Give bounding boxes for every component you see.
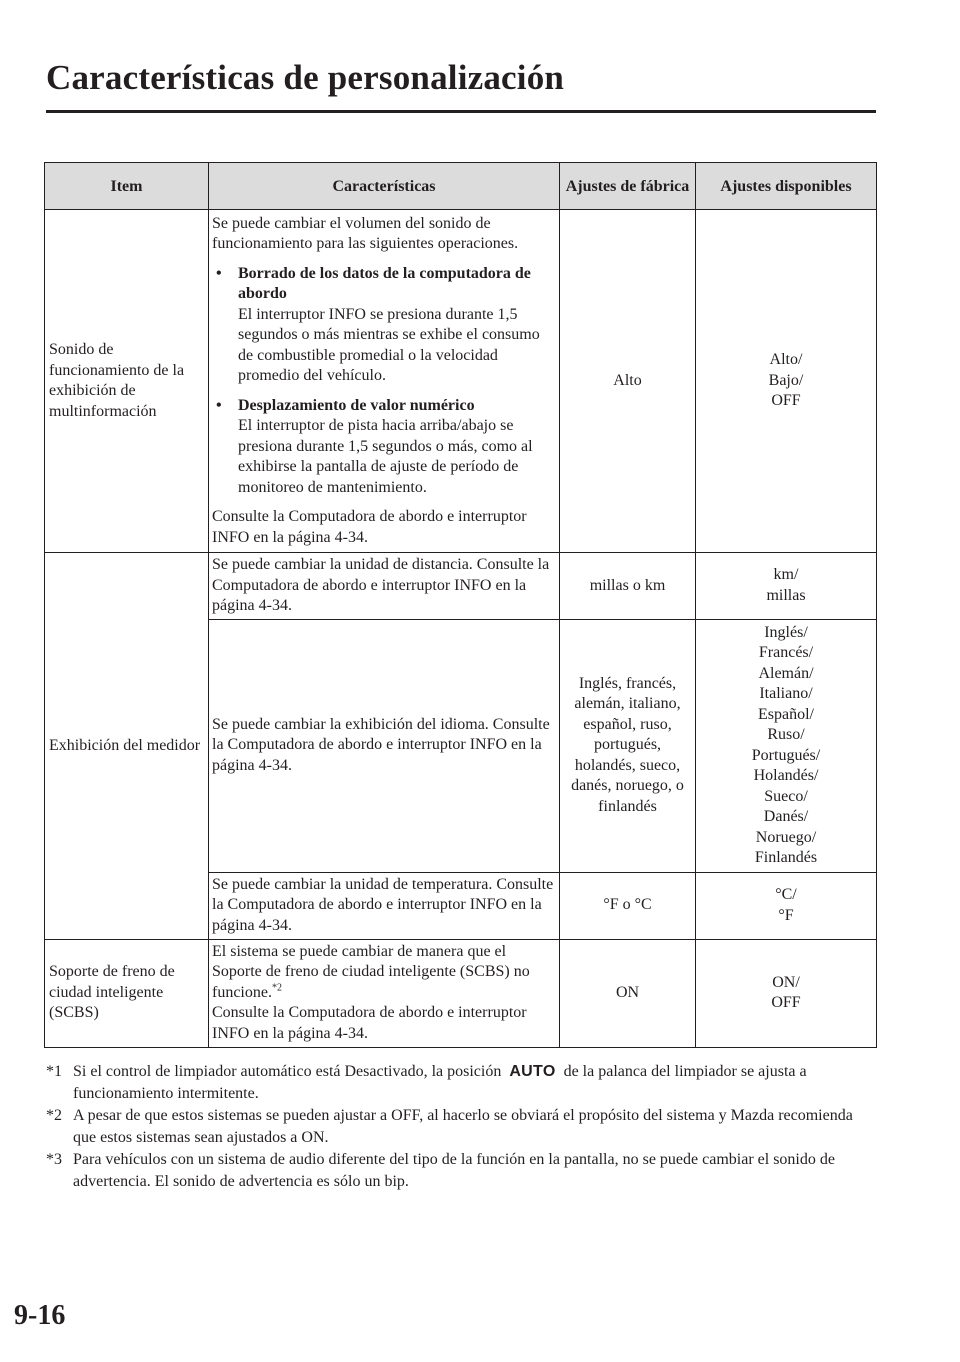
available-option: Portugués/ <box>751 746 821 764</box>
footnote <box>46 1105 876 1149</box>
factory-setting-cell: °F o °C <box>560 872 696 939</box>
page-reference: Consulte la Computadora de abordo e interruptor INFO en la página 4-34. <box>212 508 527 546</box>
bullet-title: Desplazamiento de valor numérico <box>238 396 475 414</box>
factory-line: Inglés, francés, <box>578 674 677 692</box>
footnote-text: de la palanca del limpiador se ajusta a funcionamiento intermitente. <box>73 1063 807 1102</box>
features-cell: Se puede cambiar la unidad de distancia. Consulte la Computadora de abordo e interruptor INFO en la página 4-34. <box>209 553 560 620</box>
available-option: millas <box>766 586 806 604</box>
available-option: Noruego/ <box>755 828 817 846</box>
factory-line: danés, noruego, o <box>571 777 684 795</box>
available-option: Italiano/ <box>759 685 813 702</box>
table-row <box>45 939 877 1047</box>
page-title: Características de personalización <box>46 58 565 97</box>
available-option: Inglés/ <box>764 623 808 641</box>
bullet-item <box>212 264 555 387</box>
available-option: Holandés/ <box>753 767 819 784</box>
features-cell: Se puede cambiar la unidad de temperatura. Consulte la Computadora de abordo e interruptor INFO en la página 4-34. <box>209 872 560 939</box>
bullet-title: Borrado de los datos de la computadora de abordo <box>238 264 531 303</box>
features-cell <box>209 939 560 1047</box>
bullet-text: El interruptor de pista hacia arriba/abajo se presiona durante 1,5 segundos o más, como al exhibirse la pantalla de ajuste de período de monitoreo de mantenimiento. <box>238 417 533 496</box>
features-cell: Se puede cambiar la exhibición del idioma. Consulte la Computadora de abordo e interruptor INFO en la página 4-34. <box>209 619 560 872</box>
available-settings-cell <box>696 553 877 620</box>
available-option: Ruso/ <box>767 726 805 743</box>
page-reference: Consulte la Computadora de abordo e interruptor INFO en la página 4-34. <box>212 1004 527 1042</box>
available-option: Alemán/ <box>758 664 814 682</box>
footnote-text: Si el control de limpiador automático está Desactivado, la posición <box>73 1063 502 1080</box>
auto-wiper-icon: AUTO <box>509 1063 556 1080</box>
table-row <box>45 553 877 620</box>
available-settings-cell <box>696 939 877 1047</box>
features-cell <box>209 210 560 553</box>
footnote-text: Para vehículos con un sistema de audio diferente del tipo de la función en la pantalla, no se puede cambiar el sonido de advertencia. El sonido de advertencia es sólo un bip. <box>73 1151 835 1190</box>
footnote-ref: *2 <box>271 982 282 994</box>
footnote <box>46 1061 876 1105</box>
customization-table <box>44 162 877 1048</box>
table-header-row <box>45 163 877 210</box>
available-settings-cell <box>696 619 877 872</box>
available-option: Español/ <box>758 705 814 723</box>
footnotes <box>46 1061 876 1193</box>
available-option: ON/ <box>772 973 800 991</box>
features-text: El sistema se puede cambiar de manera que el Soporte de freno de ciudad inteligente (SCBS) no funcione. <box>212 942 530 1001</box>
factory-setting-cell: ON <box>560 939 696 1047</box>
column-header-available: Ajustes disponibles <box>696 163 877 210</box>
footnote-mark: *2 <box>46 1107 62 1124</box>
column-header-factory: Ajustes de fábrica <box>560 163 696 210</box>
available-settings-cell <box>696 210 877 553</box>
bullet-item <box>212 396 555 499</box>
bullet-dot-icon: • <box>216 396 222 414</box>
factory-setting-cell: millas o km <box>560 553 696 620</box>
bullet-dot-icon: • <box>216 264 222 282</box>
available-option: OFF <box>771 392 801 410</box>
factory-line: portugués, <box>593 736 662 754</box>
available-option: °C/ <box>775 886 797 903</box>
available-settings-cell <box>696 872 877 939</box>
page-number: 9-16 <box>14 1300 66 1331</box>
item-cell: Sonido de funcionamiento de la exhibición de multinformación <box>45 210 209 553</box>
available-option: Sueco/ <box>764 787 808 805</box>
available-option: °F <box>778 906 794 924</box>
available-option: Finlandés <box>754 849 818 866</box>
footnote-mark: *3 <box>46 1151 62 1168</box>
available-option: Bajo/ <box>768 371 804 389</box>
bullet-text: El interruptor INFO se presiona durante 1,5 segundos o más mientras se exhibe el consumo de combustible promedial o la velocidad promedio del vehículo. <box>238 305 540 385</box>
available-option: Alto/ <box>769 351 803 369</box>
footnote <box>46 1149 876 1193</box>
available-option: Francés/ <box>758 644 814 661</box>
available-option: OFF <box>771 994 801 1011</box>
footnote-mark: *1 <box>46 1063 62 1080</box>
available-option: km/ <box>773 566 799 584</box>
footnote-text: A pesar de que estos sistemas se pueden ajustar a OFF, al hacerlo se obviará el propósito del sistema y Mazda recomienda que estos sistemas sean ajustados a ON. <box>73 1107 853 1146</box>
column-header-item: Item <box>45 163 209 210</box>
factory-line: finlandés <box>598 797 657 815</box>
factory-setting-cell: Alto <box>560 210 696 553</box>
factory-line: español, ruso, <box>583 715 672 733</box>
column-header-features: Características <box>209 163 560 210</box>
factory-line: holandés, sueco, <box>574 756 681 774</box>
factory-setting-cell <box>560 619 696 872</box>
table-row <box>45 210 877 553</box>
item-cell: Soporte de freno de ciudad inteligente (SCBS) <box>45 939 209 1047</box>
available-option: Danés/ <box>763 808 809 825</box>
factory-line: alemán, italiano, <box>574 695 681 713</box>
features-intro: Se puede cambiar el volumen del sonido de funcionamiento para las siguientes operaciones. <box>212 214 519 253</box>
title-rule <box>46 110 876 113</box>
item-cell: Exhibición del medidor <box>45 553 209 940</box>
